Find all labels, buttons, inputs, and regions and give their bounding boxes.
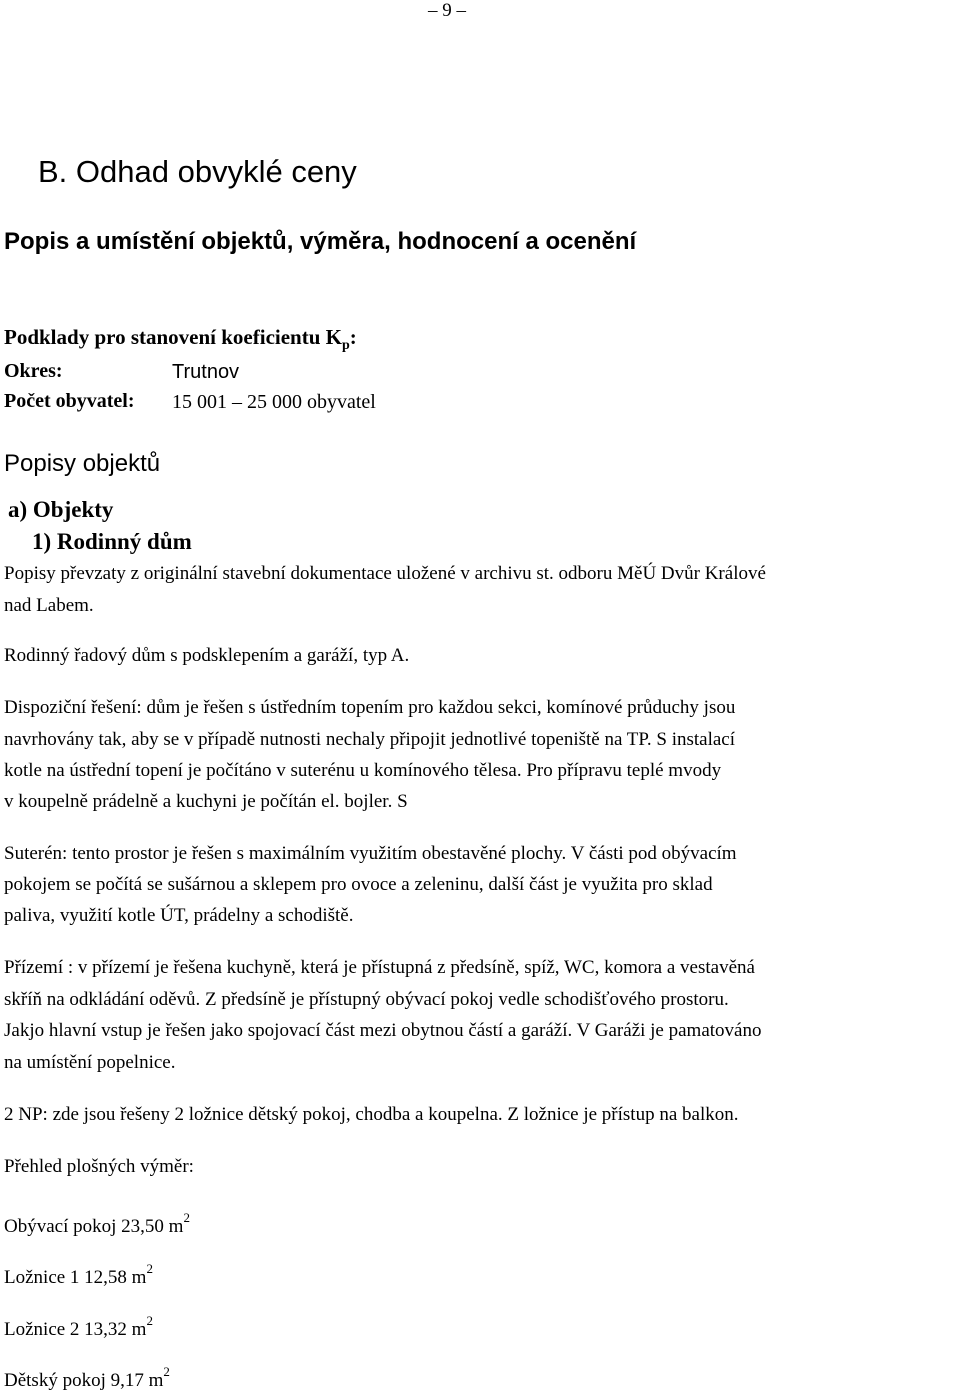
okres-value: Trutnov bbox=[172, 361, 240, 383]
prizemi-line: Přízemí : v přízemí je řešena kuchyně, která je přístupná z předsíně, spíž, WC, komora a vestavěná bbox=[4, 957, 755, 978]
page-number: – 9 – bbox=[428, 0, 466, 21]
para-source-line1: Popisy převzaty z originální stavební dokumentace uložené v archivu st. odboru MěÚ Dvůr Králové bbox=[4, 563, 766, 584]
prehled-heading: Přehled plošných výměr: bbox=[4, 1156, 194, 1177]
area-row bbox=[4, 1253, 153, 1294]
dispo-line: navrhovány tak, aby se v případě nutnosti nechaly připojit jednotlivé topeniště na TP. S instalací bbox=[4, 729, 735, 750]
pocet-value: 15 001 – 25 000 obyvatel bbox=[172, 391, 376, 413]
kp-heading-text: Podklady pro stanovení koeficientu K bbox=[4, 325, 342, 349]
area-label: Ložnice 1 12,58 m bbox=[4, 1267, 147, 1288]
suteren-line: Suterén: tento prostor je řešen s maximálním využitím obestavěné plochy. V části pod obývacím bbox=[4, 843, 737, 864]
area-label: Ložnice 2 13,32 m bbox=[4, 1319, 147, 1340]
area-row bbox=[4, 1356, 170, 1397]
popisy-heading: Popisy objektů bbox=[4, 450, 161, 477]
area-exponent: 2 bbox=[146, 1261, 153, 1276]
prizemi-line: skříň na odkládání oděvů. Z předsíně je přístupný obývací pokoj vedle schodišťového prostoru. bbox=[4, 989, 729, 1010]
para-source-line2: nad Labem. bbox=[4, 595, 94, 616]
kp-subscript: p bbox=[342, 338, 350, 354]
section-title: B. Odhad obvyklé ceny bbox=[38, 154, 357, 189]
kp-heading bbox=[4, 325, 357, 354]
suteren-line: pokojem se počítá se sušárnou a sklepem pro ovoce a zeleninu, další část je využita pro sklad bbox=[4, 874, 713, 895]
area-exponent: 2 bbox=[183, 1210, 190, 1225]
dispo-line: Dispoziční řešení: dům je řešen s ústředním topením pro každou sekci, komínové průduchy jsou bbox=[4, 697, 736, 718]
okres-label: Okres: bbox=[4, 360, 63, 382]
area-row bbox=[4, 1305, 153, 1346]
suteren-line: paliva, využití kotle ÚT, prádelny a schodiště. bbox=[4, 905, 354, 926]
pocet-label: Počet obyvatel: bbox=[4, 390, 135, 412]
section-subtitle: Popis a umístění objektů, výměra, hodnocení a ocenění bbox=[4, 228, 637, 255]
prizemi-line: Jakjo hlavní vstup je řešen jako spojovací část mezi obytnou částí a garáží. V Garáži je pamatováno bbox=[4, 1020, 762, 1041]
rodinny-dum-heading: 1) Rodinný dům bbox=[32, 529, 192, 554]
area-label: Obývací pokoj 23,50 m bbox=[4, 1216, 184, 1237]
area-exponent: 2 bbox=[146, 1313, 153, 1328]
area-label: Dětský pokoj 9,17 m bbox=[4, 1370, 164, 1391]
np2-line: 2 NP: zde jsou řešeny 2 ložnice dětský pokoj, chodba a koupelna. Z ložnice je přístup na balkon. bbox=[4, 1104, 739, 1125]
objekty-heading: a) Objekty bbox=[8, 497, 114, 522]
area-row bbox=[4, 1202, 190, 1243]
dispo-line: kotle na ústřední topení je počítáno v suterénu u komínového tělesa. Pro přípravu teplé mvody bbox=[4, 760, 722, 781]
kp-colon: : bbox=[349, 325, 357, 349]
area-exponent: 2 bbox=[163, 1364, 170, 1379]
dispo-line: v koupelně prádelně a kuchyni je počítán el. bojler. S bbox=[4, 791, 408, 812]
prizemi-line: na umístění popelnice. bbox=[4, 1052, 176, 1073]
para-house-type: Rodinný řadový dům s podsklepením a garáží, typ A. bbox=[4, 645, 410, 666]
